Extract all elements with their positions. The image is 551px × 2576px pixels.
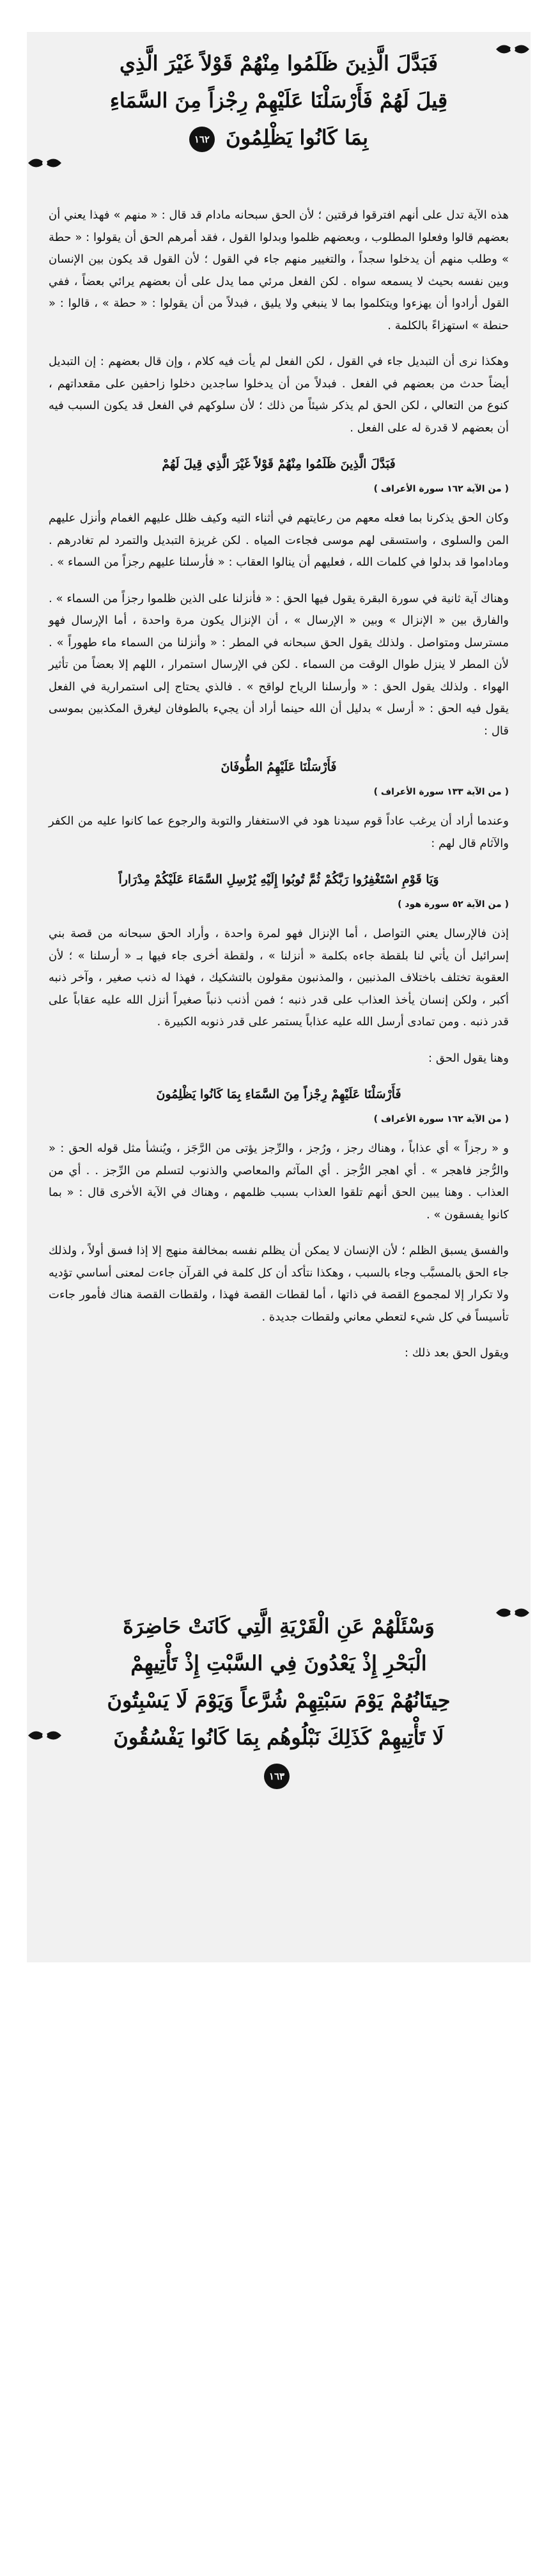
- book-page: [27, 32, 531, 1962]
- header-verse-line: فَبَدَّلَ الَّذِينَ ظَلَمُوا مِنْهُمْ قَوْلاً غَيْرَ الَّذِي: [120, 51, 438, 75]
- paragraph: ويقول الحق بعد ذلك :: [404, 1346, 509, 1360]
- footer-verse: [52, 1608, 505, 1793]
- quoted-verse: فَأَرْسَلْنَا عَلَيْهِمْ رِجْزاً مِنَ السَّمَاءِ بِمَا كَانُوا يَظْلِمُونَ: [156, 1087, 401, 1101]
- header-verse-line-text: بِمَا كَانُوا يَظْلِمُونَ: [226, 125, 369, 150]
- commentary-body: [49, 205, 509, 1379]
- header-verse: [52, 45, 505, 156]
- verse-source: ( من الآية ١٦٢ سورة الأعراف ): [373, 483, 509, 494]
- ayah-number-badge: ١٦٣: [264, 1764, 290, 1789]
- paragraph: إذن فالإرسال يعني التواصل ، أما الإنزال فهو لمرة واحدة ، وأراد الحق سبحانه من قصة بني إسرائيل أن يأتي لنا بلقطة جاءه بكلمة « أنزلنا » ، ولقطة أخرى جاء فيها بـ « أرسلنا » ؛ لأن العقوبة تختلف باختلاف المذنبين ، والمذنبون مقولون بالتشكيك ، فهذا له ذنب صغير ، وآخر ذنبه أكبر ، ولكن إنسان يأخذ العذاب على قدر ذنبه ؛ فمن أذنب ذنباً صغيراً أنزل الله عليه عقاباً على قدر ذنبه . ومن تمادى أرسل الله عليه عذاباً يستمر على قدر ذنوبه الكبيرة .: [49, 927, 509, 1028]
- paragraph: و « رجزاً » أي عذاباً ، وهناك رجز ، ورُجز ، والرِّجز يؤتى من الرَّجَز ، ويُنشأ مثل قوله الحق : « والرُّجز فاهجر » . أي اهجر الرُّجز . أي المآثم والمعاصي والذنوب لتسلم من الرِّجز . . أي من العذاب . وهنا يبين الحق أنهم تلقوا العذاب بسبب ظلمهم ، وهناك في الآية الأخرى قال : « بما كانوا يفسقون » .: [49, 1142, 509, 1222]
- footer-verse-line: الْبَحْرِ إِذْ يَعْدُونَ فِي السَّبْتِ إِذْ تَأْتِيهِمْ: [130, 1651, 427, 1675]
- paragraph: وهنا يقول الحق :: [428, 1051, 509, 1065]
- paragraph: وعندما أراد أن يرغب عاداً قوم سيدنا هود في الاستغفار والتوبة والرجوع عما كانوا عليه من الكفر والآثام قال لهم :: [49, 814, 509, 850]
- paragraph: وهناك آية ثانية في سورة البقرة يقول فيها الحق : « فأنزلنا على الذين ظلموا رجزاً من السماء » . والفارق بين « الإنزال » وبين « الإرسال » ، أن الإنزال يكون مرة واحدة ، أما الإرسال فهو مسترسل ومتواصل . ولذلك يقول الحق سبحانه في المطر : « وأنزلنا من السماء ماء طهوراً » . لأن المطر لا ينزل طوال الوقت من السماء . لكن في الإرسال استمرار ، اللهم إلا بعضاً من تأثير الهواء . ولذلك يقول الحق : « وأرسلنا الرياح لواقح » . فالذي يحتاج إلى استمرارية في الفعل يقول فيه الحق : « أرسل » بدليل أن الله حينما أراد أن يجيء بالطوفان ليغرق المكذبين بموسى قال :: [49, 591, 509, 738]
- verse-source: ( من الآية ١٣٣ سورة الأعراف ): [373, 786, 509, 797]
- quoted-verse: فَبَدَّلَ الَّذِينَ ظَلَمُوا مِنْهُمْ قَوْلاً غَيْرَ الَّذِي قِيلَ لَهُمْ: [162, 457, 396, 471]
- header-verse-line: قِيلَ لَهُمْ فَأَرْسَلْنَا عَلَيْهِمْ رِجْزاً مِنَ السَّمَاءِ: [109, 88, 448, 113]
- footer-verse-line: لَا تَأْتِيهِمْ كَذَلِكَ نَبْلُوهُم بِمَا كَانُوا يَفْسُقُونَ: [113, 1725, 444, 1750]
- footer-verse-number-row: [52, 1756, 505, 1793]
- paragraph: وهكذا نرى أن التبديل جاء في القول ، لكن الفعل لم يأت فيه كلام ، وإن قال بعضهم : إن التبديل أيضاً حدث من بعضهم في الفعل . فبدلاً من أن يدخلوا ساجدين دخلوا زاحفين على مقعداتهم ، كنوع من التعالي ، لكن الحق لم يذكر شيئاً من ذلك ؛ لأن سلوكهم في الفعل قد يكون السبب فيه أن بعضهم لا قدرة له على الفعل .: [49, 355, 509, 435]
- ornament-icon: [27, 153, 63, 173]
- verse-source: ( من الآية ٥٢ سورة هود ): [398, 899, 509, 910]
- verse-source: ( من الآية ١٦٢ سورة الأعراف ): [373, 1113, 509, 1124]
- ayah-number-badge: ١٦٢: [189, 127, 215, 152]
- footer-verse-line: وَسْئَلْهُمْ عَنِ الْقَرْيَةِ الَّتِي كَانَتْ حَاضِرَةَ: [123, 1614, 435, 1638]
- quoted-verse: فَأَرْسَلْنَا عَلَيْهِمُ الطُّوفَانَ: [221, 760, 337, 774]
- paragraph: وكان الحق يذكرنا بما فعله معهم من رعايتهم في أثناء التيه وكيف ظلل عليهم الغمام وأنزل عليهم المن والسلوى ، واستسقى لهم موسى فجاءت المياه . لكن غريزة التبديل والتمرد لم تغادرهم . وماداموا قد بدلوا في كلمات الله ، فعليهم أن ينالوا العقاب : « فأرسلنا عليهم رجزاً من السماء » .: [49, 511, 509, 569]
- header-verse-line: [52, 119, 505, 156]
- footer-verse-line: حِيتَانُهُمْ يَوْمَ سَبْتِهِمْ شُرَّعاً وَيَوْمَ لَا يَسْبِتُونَ: [107, 1688, 451, 1712]
- quoted-verse: وَيَا قَوْمِ اسْتَغْفِرُوا رَبَّكُمْ ثُمَّ تُوبُوا إِلَيْهِ يُرْسِلِ السَّمَاءَ عَلَيْكُمْ مِدْرَاراً: [118, 873, 439, 887]
- paragraph: والفسق يسبق الظلم ؛ لأن الإنسان لا يمكن أن يظلم نفسه بمخالفة منهج إلا إذا فسق أولاً ، ولذلك جاء الحق بالمسبَّب وجاء بالسبب ، وهكذا نتأكد أن كل كلمة في القرآن جاءت لمعنى أساسي تؤديه ولا تكرار إلا لمجموع القصة في ذاتها ، أما لقطات القصة فهذا ، ولقطات القصة هناك فأمور جاءت تأسيساً في كل شيء لتعطي معاني ولقطات جديدة .: [49, 1244, 509, 1324]
- paragraph: هذه الآية تدل على أنهم افترقوا فرقتين ؛ لأن الحق سبحانه مادام قد قال : « منهم » فهذا يعني أن بعضهم قالوا وفعلوا المطلوب ، وبعضهم ظلموا وبدلوا القول ، فقد أمرهم الحق أن يقولوا : « حطة » وطلب منهم أن يدخلوا سجداً ، والتغيير منهم جاء في القول ؛ لأن القول قد يكون بين الإنسان وبين نفسه بحيث لا يسمعه سواه . لكن الفعل مرئي مما يدل على أن بعضهم يرائي بعضاً ، ففي القول أرادوا أن يهزءوا ويتكلموا بما لا ينبغي ولا يليق ، فبدلاً من أن يقولوا : « حطة » ، قالوا : « حنطة » استهزاءً بالكلمة .: [49, 208, 509, 332]
